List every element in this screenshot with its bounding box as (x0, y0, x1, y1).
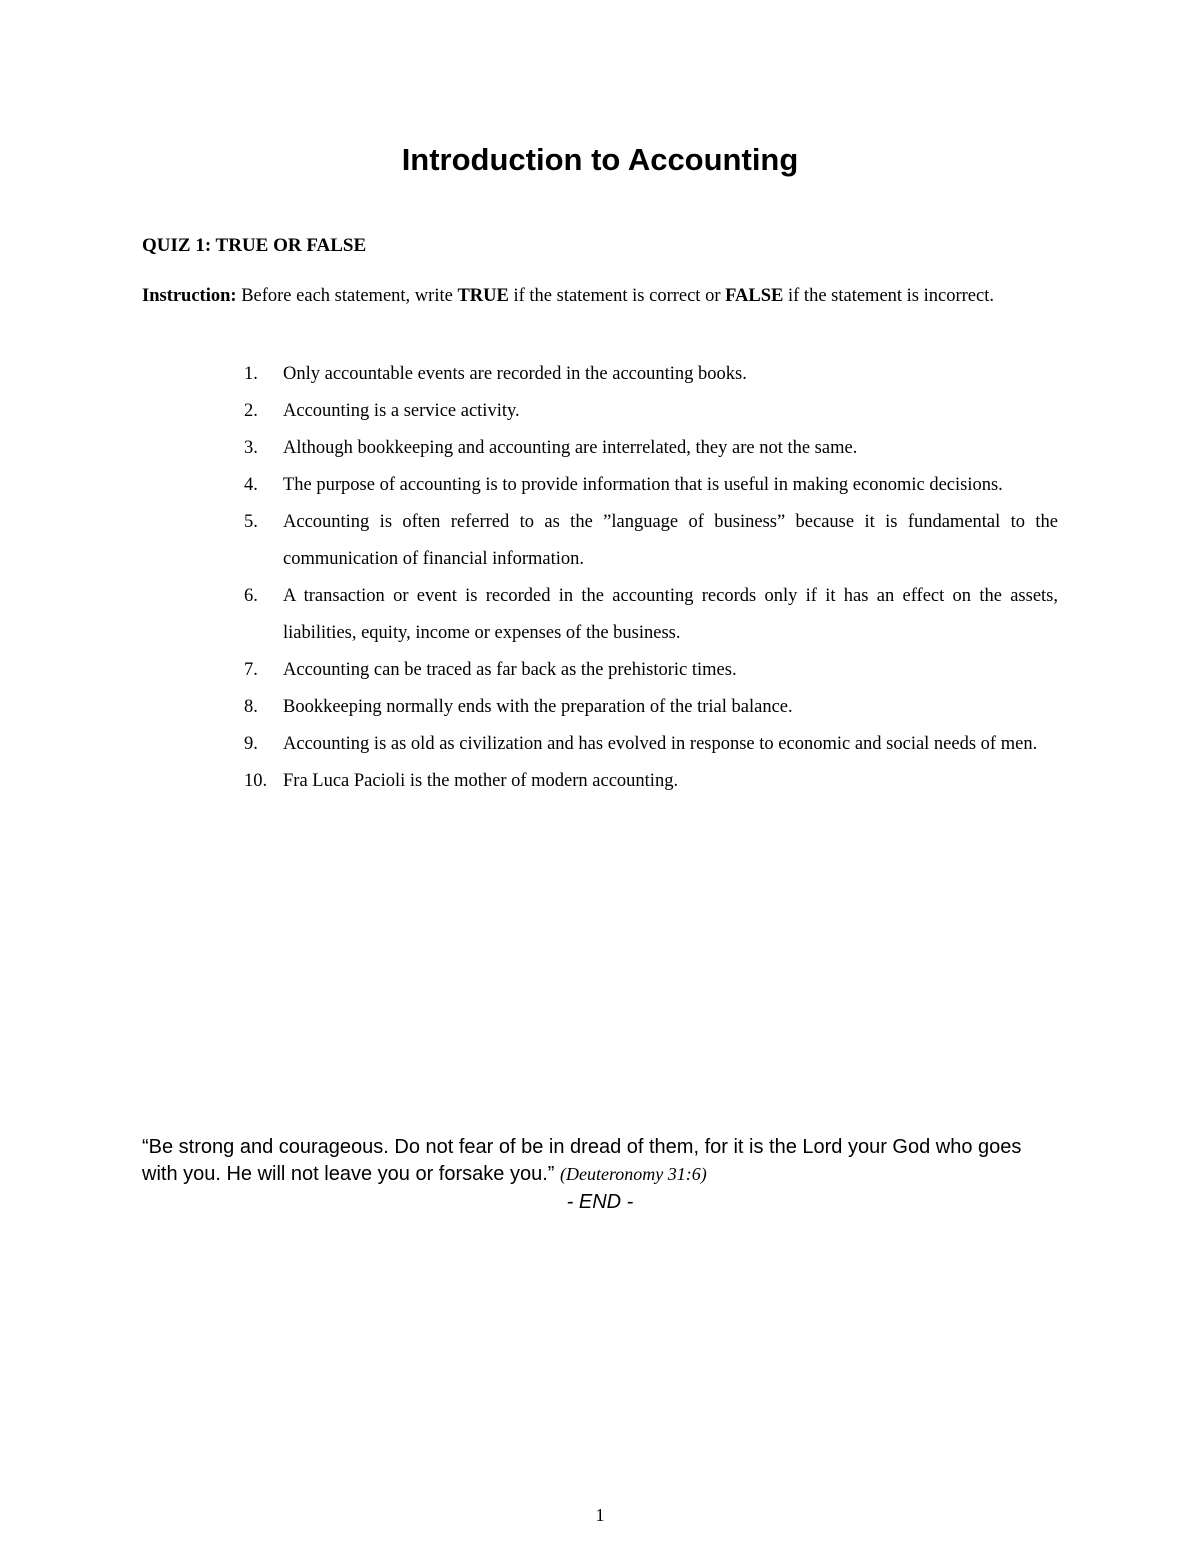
statement-number: 6. (244, 586, 258, 606)
statement-number: 2. (244, 401, 258, 421)
statement-number: 8. (244, 697, 258, 717)
page-title: Introduction to Accounting (401, 142, 799, 177)
statement-text: Accounting is as old as civilization and has evolved in response to economic and social needs of men. (283, 734, 1038, 754)
statement-item-5 (244, 504, 1058, 578)
statement-item-8 (244, 689, 1058, 726)
statement-item-7 (244, 652, 1058, 689)
statement-text: Bookkeeping normally ends with the preparation of the trial balance. (283, 697, 793, 717)
statement-number: 5. (244, 512, 258, 532)
instruction-true-word: TRUE (457, 286, 509, 306)
instruction-false-word: FALSE (725, 286, 784, 306)
statement-number: 10. (244, 771, 268, 791)
statement-number: 3. (244, 438, 258, 458)
statement-text: Accounting is a service activity. (283, 401, 520, 421)
statement-text: The purpose of accounting is to provide information that is useful in making economic decisions. (283, 475, 1003, 495)
statement-item-4 (244, 467, 1058, 504)
page-number: 1 (595, 1505, 605, 1525)
statement-item-1 (244, 356, 1058, 393)
statement-text: Although bookkeeping and accounting are interrelated, they are not the same. (283, 438, 858, 458)
statement-text: Fra Luca Pacioli is the mother of modern accounting. (283, 771, 679, 791)
statement-text: Accounting can be traced as far back as the prehistoric times. (283, 660, 737, 680)
statement-item-3 (244, 430, 1058, 467)
statement-text: Accounting is often referred to as the ”language of business” because it is fundamental to the communication of financial information. (283, 512, 1058, 569)
instruction-text-part3: if the statement is incorrect. (783, 286, 994, 306)
end-marker: - END - (566, 1191, 634, 1213)
statement-text: A transaction or event is recorded in the accounting records only if it has an effect on the assets, liabilities, equity, income or expenses of the business. (283, 586, 1058, 643)
statement-number: 4. (244, 475, 258, 495)
quiz-heading: QUIZ 1: TRUE OR FALSE (142, 235, 367, 256)
instruction-paragraph (142, 284, 1058, 308)
statement-number: 1. (244, 364, 258, 384)
statement-item-9 (244, 726, 1058, 763)
statement-text: Only accountable events are recorded in the accounting books. (283, 364, 747, 384)
statement-list (244, 356, 1058, 800)
statement-number: 7. (244, 660, 258, 680)
bible-quote (142, 1134, 1058, 1188)
statement-item-10 (244, 763, 1058, 800)
statement-item-6 (244, 578, 1058, 652)
statement-number: 9. (244, 734, 258, 754)
instruction-text-part1: Before each statement, write (236, 286, 458, 306)
quote-citation: (Deuteronomy 31:6) (559, 1164, 707, 1184)
quote-text: “Be strong and courageous. Do not fear of be in dread of them, for it is the Lord your God who goes with you. He will not leave you or forsake you.” (142, 1136, 1022, 1185)
instruction-label: Instruction: (142, 286, 237, 306)
instruction-text-part2: if the statement is correct or (508, 286, 726, 306)
statement-item-2 (244, 393, 1058, 430)
